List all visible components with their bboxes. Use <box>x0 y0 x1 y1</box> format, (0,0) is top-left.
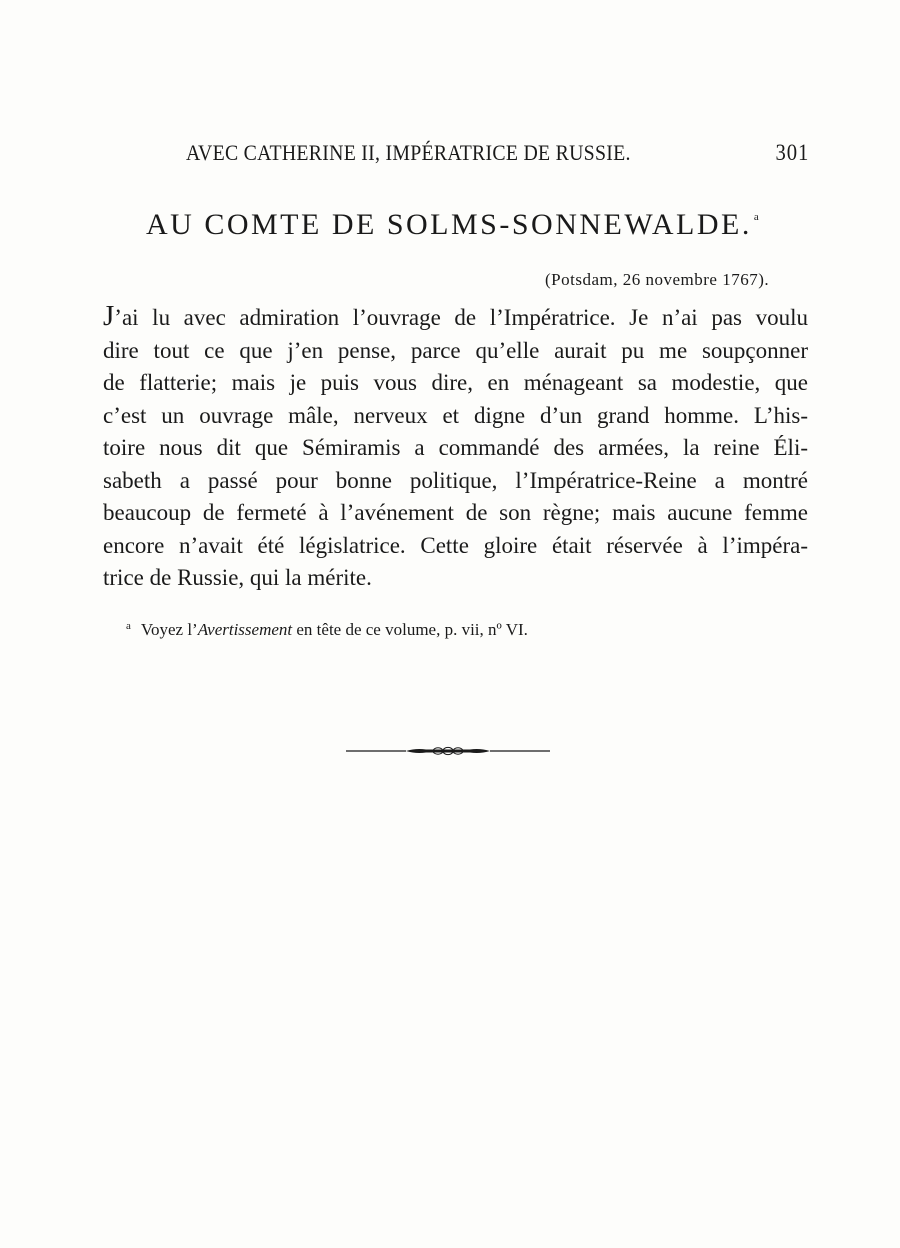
body-line-2: dire tout ce que j’en pense, parce qu’elle aurait pu me soupçonner <box>103 337 808 363</box>
letter-title <box>146 208 759 242</box>
body-line-5: toire nous dit que Sémiramis a commandé des armées, la reine Éli- <box>103 435 808 460</box>
running-header <box>186 140 810 168</box>
body-line-4: c’est un ouvrage mâle, nerveux et digne d’un grand homme. L’his- <box>103 402 808 428</box>
letter-title-text: AU COMTE DE SOLMS-SONNEWALDE. <box>146 208 752 241</box>
letter-dateline: (Potsdam, 26 novembre 1767). <box>545 270 770 289</box>
body-line-1-text: ’ai lu avec admiration l’ouvrage de l’Impératrice. Je n’ai pas voulu <box>114 305 808 330</box>
body-line-7: beaucoup de fermeté à l’avénement de son règne; mais aucune femme <box>103 500 808 525</box>
tail-piece-ornament-icon <box>346 742 550 760</box>
body-line-8: encore n’avait été législatrice. Cette gloire était réservée à l’impéra- <box>103 532 808 558</box>
footnote-italic-text: Avertissement <box>197 620 293 639</box>
footnote <box>126 620 528 640</box>
body-line-9: trice de Russie, qui la mérite. <box>103 565 372 590</box>
letter-body <box>103 300 808 595</box>
footnote-text-before: Voyez l’ <box>140 620 198 639</box>
body-line-6: sabeth a passé pour bonne politique, l’Impératrice-Reine a montré <box>103 467 808 493</box>
footnote-mark: a <box>126 620 131 632</box>
page-number: 301 <box>775 140 810 165</box>
body-line-3: de flatterie; mais je puis vous dire, en ménageant sa modestie, que <box>103 370 808 395</box>
drop-cap: J <box>103 300 115 332</box>
footnote-text-after: en tête de ce volume, p. vii, nº VI. <box>292 620 528 639</box>
running-title: AVEC CATHERINE II, IMPÉRATRICE DE RUSSIE. <box>186 140 631 165</box>
title-footnote-mark: a <box>753 211 759 223</box>
body-line-1 <box>103 300 808 335</box>
